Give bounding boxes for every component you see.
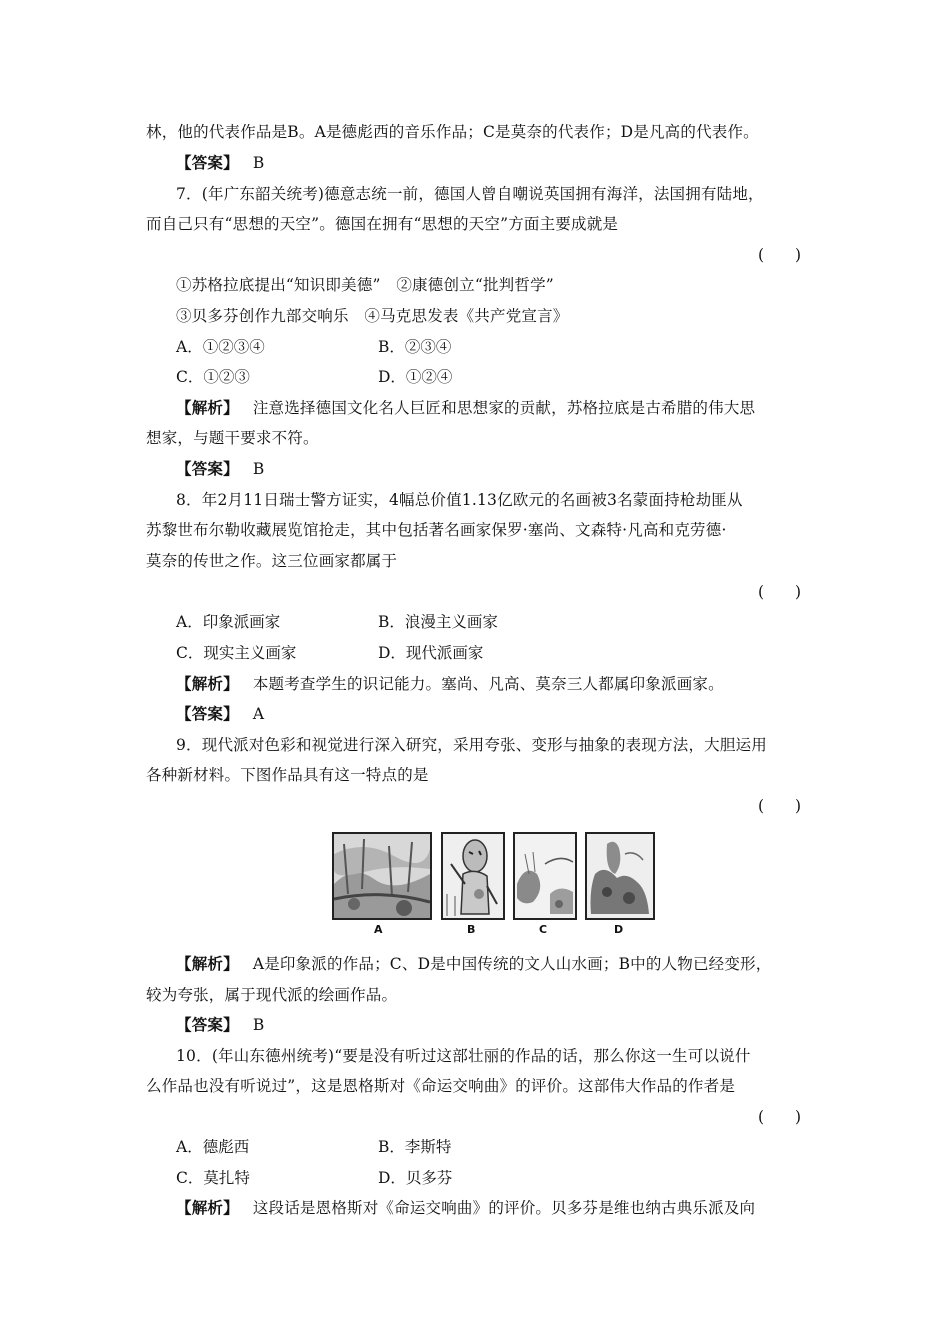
question-7-line: 而自己只有“思想的天空”。德国在拥有“思想的天空”方面主要成就是 [146,215,619,233]
option-b: B．②③④ [378,338,452,356]
option-c: C．莫扎特 [176,1169,250,1187]
statement-line: ①苏格拉底提出“知识即美德” ②康德创立“批判哲学” [176,276,554,294]
answer-tag: 【答案】 [176,459,239,478]
option-a: A．①②③④ [176,338,265,356]
question-9-line: 各种新材料。下图作品具有这一特点的是 [146,766,429,784]
explanation-line: 想家，与题干要求不符。 [146,429,319,447]
figure-label-d: D [614,923,624,936]
answer-value: B [252,460,265,478]
option-c: C．现实主义画家 [176,644,297,662]
question-9-line: 9．现代派对色彩和视觉进行深入研究，采用夸张、变形与抽象的表现方法，大胆运用 [176,736,767,754]
option-c: C．①②③ [176,368,250,386]
explanation-line: 较为夸张，属于现代派的绘画作品。 [146,986,398,1004]
answer-paren: ( ) [758,246,802,264]
answer-value: B [252,1016,265,1034]
option-d: D．①②④ [378,368,453,386]
answer-paren: ( ) [758,1108,802,1126]
explanation-text: 这段话是恩格斯对《命运交响曲》的评价。贝多芬是维也纳古典乐派及向 [252,1199,756,1217]
answer-line [176,153,264,173]
explanation-line [176,954,772,974]
explanation-text: 注意选择德国文化名人巨匠和思想家的贡献，苏格拉底是古希腊的伟大思 [252,399,756,417]
option-b: B．李斯特 [378,1138,452,1156]
answer-paren: ( ) [758,583,802,601]
text-line: 林，他的代表作品是B。A是德彪西的音乐作品；C是莫奈的代表作；D是凡高的代表作。 [146,123,759,141]
explanation-text: A是印象派的作品；C、D是中国传统的文人山水画；B中的人物已经变形， [252,955,772,973]
statement-line: ③贝多芬创作九部交响乐 ④马克思发表《共产党宣言》 [176,307,569,325]
option-b: B．浪漫主义画家 [378,613,498,631]
explanation-tag: 【解析】 [176,954,239,973]
explanation-tag: 【解析】 [176,398,239,417]
explanation-line [176,1198,755,1218]
question-7-line: 7．(年广东韶关统考)德意志统一前，德国人曾自嘲说英国拥有海洋，法国拥有陆地， [176,185,764,203]
explanation-line [176,674,724,694]
explanation-line [176,398,755,418]
question-10-line: 么作品也没有听说过”，这是恩格斯对《命运交响曲》的评价。这部伟大作品的作者是 [146,1077,736,1095]
answer-line [176,1015,264,1035]
question-8-line: 莫奈的传世之作。这三位画家都属于 [146,552,398,570]
painting-c-image [513,832,577,920]
explanation-text: 本题考查学生的识记能力。塞尚、凡高、莫奈三人都属印象派画家。 [252,675,724,693]
explanation-tag: 【解析】 [176,1198,239,1217]
answer-line [176,704,264,724]
answer-value: A [252,705,265,723]
figure-label-c: C [539,923,548,936]
option-a: A．印象派画家 [176,613,281,631]
explanation-tag: 【解析】 [176,674,239,693]
answer-tag: 【答案】 [176,704,239,723]
question-10-line: 10．(年山东德州统考)“要是没有听过这部壮丽的作品的话，那么你这一生可以说什 [176,1047,751,1065]
option-d: D．贝多芬 [378,1169,453,1187]
question-8-line: 苏黎世布尔勒收藏展览馆抢走，其中包括著名画家保罗·塞尚、文森特·凡高和克劳德· [146,521,727,539]
answer-paren: ( ) [758,797,802,815]
option-a: A．德彪西 [176,1138,250,1156]
answer-tag: 【答案】 [176,153,239,172]
answer-line [176,459,264,479]
painting-a-image [332,832,432,920]
painting-d-image [585,832,655,920]
answer-tag: 【答案】 [176,1015,239,1034]
question-8-line: 8．年2月11日瑞士警方证实，4幅总价值1.13亿欧元的名画被3名蒙面持枪劫匪从 [176,491,743,509]
answer-value: B [252,154,265,172]
figure-label-b: B [467,923,476,936]
option-d: D．现代派画家 [378,644,484,662]
figure-label-a: A [374,923,383,936]
painting-b-image [441,832,505,920]
